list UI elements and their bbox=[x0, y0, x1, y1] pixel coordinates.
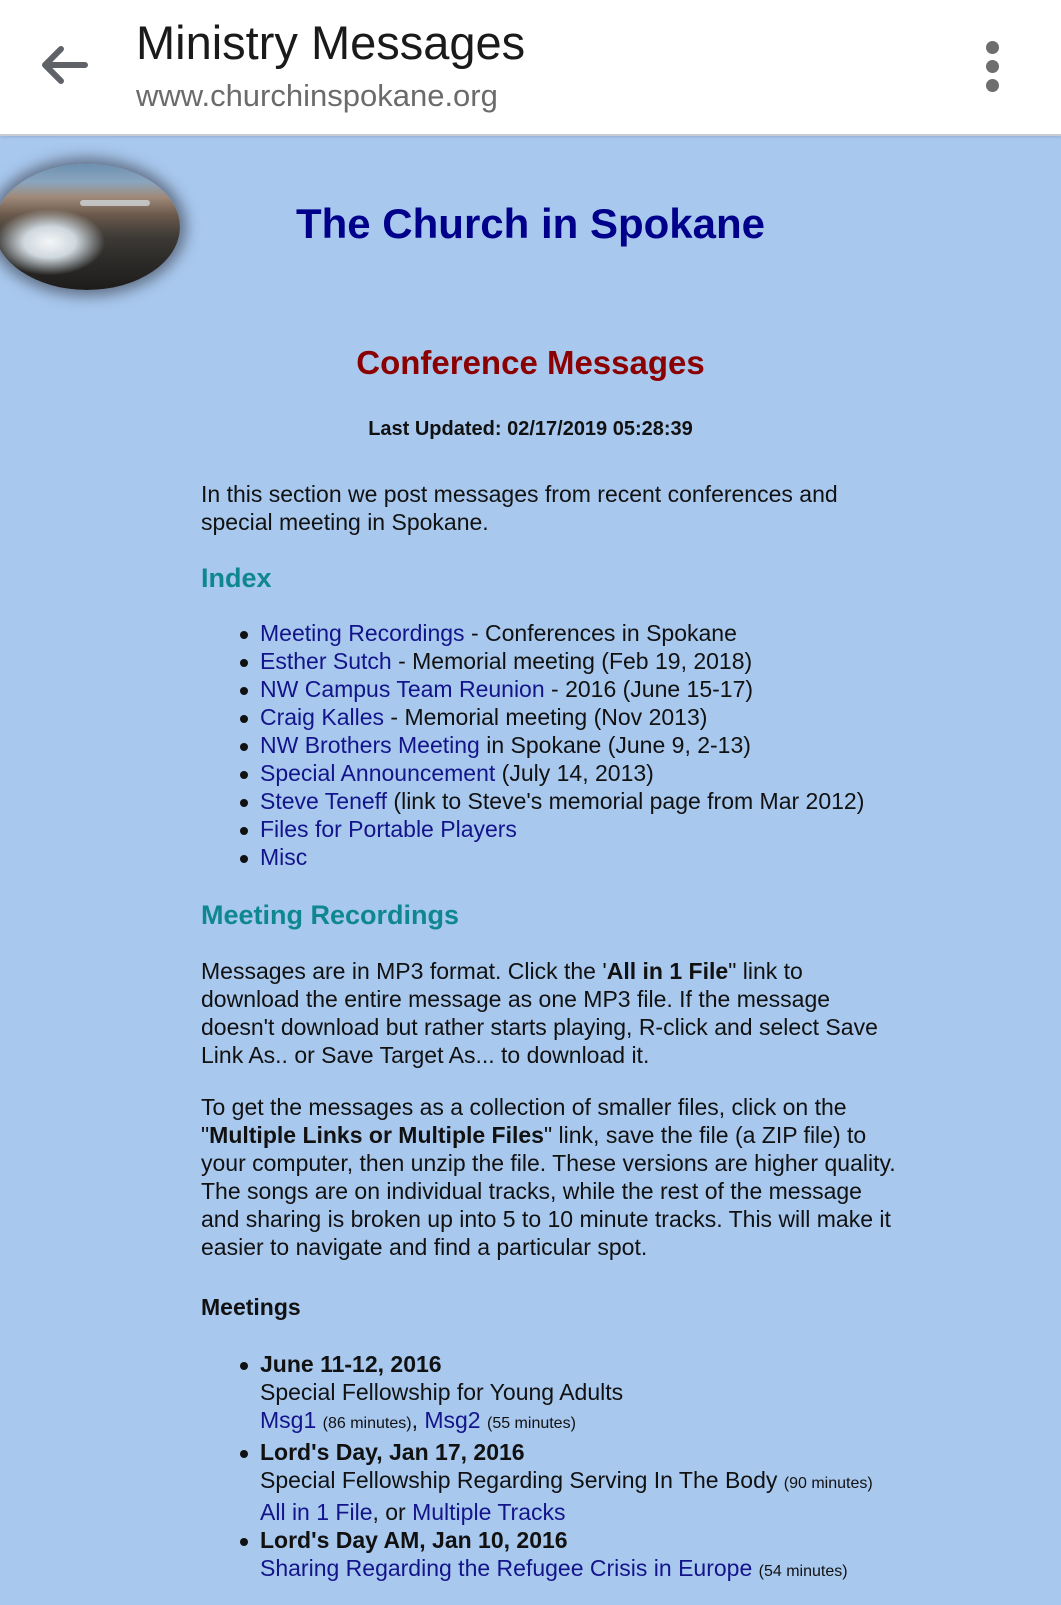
meeting-date: Lord's Day, Jan 17, 2016 bbox=[260, 1439, 525, 1465]
meetings-list bbox=[201, 1350, 901, 1586]
index-link-nw-brothers-meeting[interactable]: NW Brothers Meeting bbox=[260, 732, 480, 758]
index-link-portable-players[interactable]: Files for Portable Players bbox=[260, 816, 517, 842]
list-item: Steve Teneff (link to Steve's memorial page from Mar 2012) bbox=[201, 787, 901, 815]
zip-info-paragraph: To get the messages as a collection of smaller files, click on the "Multiple Links or Multiple Files" link, save the file (a ZIP file) to your computer, then unzip the file. These versions are higher quality. The songs are on individual tracks, while the rest of the message and sharing is broken up into 5 to 10 minute tracks. This will make it easier to navigate and find a particular spot. bbox=[201, 1094, 896, 1260]
refugee-crisis-link[interactable]: Sharing Regarding the Refugee Crisis in Europe bbox=[260, 1555, 753, 1581]
site-title: The Church in Spokane bbox=[295, 200, 766, 247]
meeting-links: All in 1 File, or Multiple Tracks bbox=[260, 1499, 566, 1525]
meeting-item bbox=[201, 1350, 901, 1438]
page-content bbox=[201, 480, 901, 1586]
meeting-date: June 11-12, 2016 bbox=[260, 1351, 442, 1377]
list-item: NW Brothers Meeting in Spokane (June 9, 2-13) bbox=[201, 731, 901, 759]
index-link-craig-kalles[interactable]: Craig Kalles bbox=[260, 704, 384, 730]
app-bar bbox=[0, 0, 1061, 136]
last-updated: Last Updated: 02/17/2019 05:28:39 bbox=[368, 418, 693, 440]
list-item bbox=[201, 815, 901, 843]
section-title: Conference Messages bbox=[356, 344, 705, 381]
index-link-misc[interactable]: Misc bbox=[260, 844, 308, 870]
meeting-links: Msg1 (86 minutes), Msg2 (55 minutes) bbox=[260, 1407, 576, 1433]
multiple-tracks-link[interactable]: Multiple Tracks bbox=[412, 1499, 566, 1525]
meeting-recordings-heading: Meeting Recordings bbox=[201, 900, 460, 930]
list-item: Esther Sutch - Memorial meeting (Feb 19, 2018) bbox=[201, 647, 901, 675]
list-item: Meeting Recordings - Conferences in Spokane bbox=[201, 619, 901, 647]
meeting-links: Sharing Regarding the Refugee Crisis in Europe (54 minutes) bbox=[260, 1555, 848, 1581]
index-link-esther-sutch[interactable]: Esther Sutch bbox=[260, 648, 392, 674]
index-link-steve-teneff[interactable]: Steve Teneff bbox=[260, 788, 388, 814]
overflow-menu-button[interactable] bbox=[966, 34, 1018, 98]
index-link-special-announcement[interactable]: Special Announcement bbox=[260, 760, 496, 786]
more-vert-icon bbox=[986, 60, 999, 73]
list-item: NW Campus Team Reunion - 2016 (June 15-17) bbox=[201, 675, 901, 703]
msg2-link[interactable]: Msg2 bbox=[424, 1407, 481, 1433]
more-vert-icon bbox=[986, 41, 999, 54]
more-vert-icon bbox=[986, 79, 999, 92]
index-heading: Index bbox=[201, 563, 272, 593]
meetings-heading: Meetings bbox=[201, 1294, 301, 1320]
msg1-link[interactable]: Msg1 bbox=[260, 1407, 317, 1433]
meeting-date: Lord's Day AM, Jan 10, 2016 bbox=[260, 1527, 568, 1553]
list-item bbox=[201, 843, 901, 871]
intro-text: In this section we post messages from recent conferences and special meeting in Spokane. bbox=[201, 481, 838, 535]
meeting-description: Special Fellowship Regarding Serving In The Body (90 minutes) bbox=[260, 1467, 873, 1493]
list-item: Craig Kalles - Memorial meeting (Nov 2013) bbox=[201, 703, 901, 731]
all-in-one-file-link[interactable]: All in 1 File bbox=[260, 1499, 373, 1525]
title-block bbox=[136, 14, 525, 116]
index-link-meeting-recordings[interactable]: Meeting Recordings bbox=[260, 620, 465, 646]
index-link-nw-campus-team-reunion[interactable]: NW Campus Team Reunion bbox=[260, 676, 545, 702]
meeting-description: Special Fellowship for Young Adults bbox=[260, 1379, 624, 1405]
list-item: Special Announcement (July 14, 2013) bbox=[201, 759, 901, 787]
index-list bbox=[201, 619, 901, 871]
back-button[interactable] bbox=[28, 30, 98, 100]
page-url: www.churchinspokane.org bbox=[136, 78, 498, 113]
app-title: Ministry Messages bbox=[136, 16, 526, 69]
meeting-item bbox=[201, 1438, 901, 1526]
mp3-info-paragraph: Messages are in MP3 format. Click the 'All in 1 File" link to download the entire message as one MP3 file. If the message doesn't download but rather starts playing, R-click and select Save Link As.. or Save Target As... to download it. bbox=[201, 958, 878, 1068]
meeting-item bbox=[201, 1526, 901, 1586]
arrow-left-icon bbox=[37, 43, 89, 87]
